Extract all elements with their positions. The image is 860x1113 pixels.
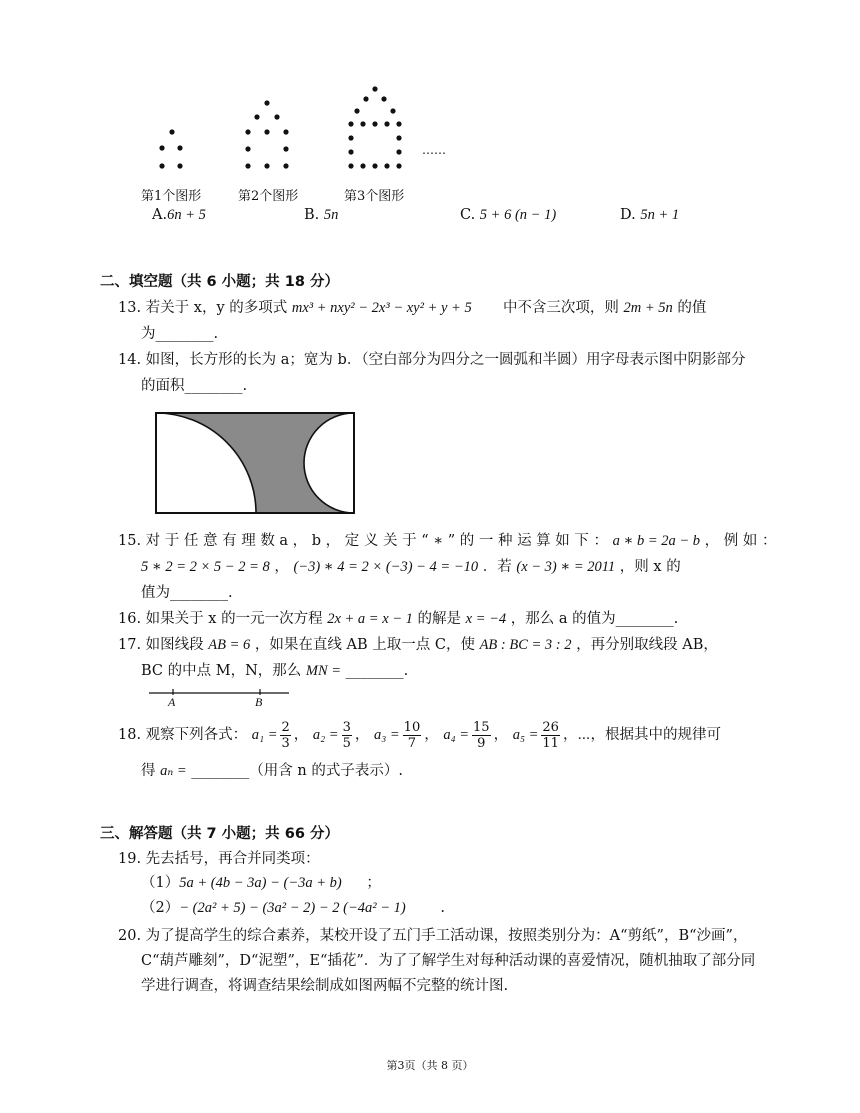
section-heading-fill-in: 二、填空题（共 6 小题；共 18 分） — [100, 274, 339, 290]
q13-text-b: 中不含三次项，则 — [502, 300, 619, 316]
question-20-line-3: 学进行调查，将调查结果绘制成如图两幅不完整的统计图. — [141, 978, 509, 994]
q16-text-b: 的解是 — [417, 611, 462, 627]
question-19-part-2 — [141, 898, 445, 918]
question-13-line-2: 为________. — [141, 326, 219, 342]
q15-text-f: ，则 x 的 — [619, 559, 681, 575]
q19-expression-1: 5a + (4b − 3a) − (−3a + b) — [179, 875, 342, 891]
option-a[interactable] — [152, 205, 206, 225]
q18-fraction — [472, 720, 491, 751]
q17-mn: MN = — [305, 663, 342, 679]
figure-caption-2: 第2个图形 — [238, 189, 299, 204]
option-text: 5n — [323, 207, 339, 223]
q16-text-a: 16. 如果关于 x 的一元一次方程 — [118, 611, 323, 627]
question-14-line-1: 14. 如图，长方形的长为 a；宽为 b．（空白部分为四分之一圆弧和半圆）用字母表示图中阴影部分 — [118, 352, 746, 368]
q18-term-name: a₂ = — [312, 727, 339, 743]
question-15-line-3: 值为________. — [141, 585, 233, 601]
fraction-numerator: 26 — [542, 719, 559, 735]
question-17-line-2 — [141, 661, 408, 681]
fraction-denominator: 9 — [477, 735, 486, 751]
point-label-a: A — [168, 695, 176, 709]
rectangle-shaded-figure — [150, 410, 360, 516]
fraction-numerator: 10 — [403, 719, 421, 735]
question-20-line-2: C“葫芦雕刻”，D“泥塑”，E“插花”．为了了解学生对每种活动课的喜爱情况，随机抽取了部分同 — [141, 953, 756, 969]
option-letter: D. — [620, 207, 636, 223]
q16-text-c: ，那么 a 的值为________. — [510, 611, 679, 627]
q15-example-2: (−3) ∗ 4 = 2 × (−3) − 4 = −10 — [293, 559, 479, 575]
fraction-denominator: 5 — [342, 735, 351, 751]
q17-blank: ________. — [345, 663, 409, 679]
part-end: . — [440, 900, 445, 916]
q17-text-a: 17. 如图线段 — [118, 637, 204, 653]
q18-fraction — [541, 720, 560, 751]
q18-intro: 18. 观察下列各式： — [118, 727, 248, 743]
question-20-line-1: 20. 为了提高学生的综合素养，某校开设了五门手工活动课，按照类别分为：A“剪纸”，B“沙画”， — [118, 928, 748, 944]
option-d[interactable] — [620, 205, 679, 225]
q18-term-name: a₄ = — [443, 727, 470, 743]
ellipsis: …… — [422, 143, 446, 157]
option-letter: B. — [304, 207, 320, 223]
section-heading-answer: 三、解答题（共 7 小题；共 66 分） — [100, 826, 339, 842]
q15-text-b: ， 例 如 ： — [704, 533, 777, 549]
q13-expression: 2m + 5n — [623, 300, 673, 316]
option-letter: C. — [460, 207, 476, 223]
q17-text-c: ，再分别取线段 AB， — [576, 637, 718, 653]
dot-pattern-figures — [140, 80, 460, 180]
q18-general-term: aₙ = — [160, 763, 187, 779]
q15-example-1: 5 ∗ 2 = 2 × 5 − 2 = 8 — [141, 559, 270, 575]
q13-text-c: 的值 — [677, 300, 707, 316]
q18-term-name: a₁ = — [251, 727, 278, 743]
q18-text-b: ________（用含 n 的式子表示）. — [191, 763, 403, 779]
q17-ratio: AB : BC = 3 : 2 — [479, 637, 572, 653]
q18-fraction — [342, 720, 352, 751]
option-c[interactable] — [460, 205, 556, 225]
part-label: （1） — [141, 875, 180, 891]
fraction-numerator: 3 — [342, 719, 351, 735]
q15-operation-definition: a ∗ b = 2a − b — [612, 533, 701, 549]
question-19-part-1 — [141, 873, 381, 893]
fraction-denominator: 11 — [542, 735, 559, 751]
q18-term-name: a₃ = — [373, 727, 400, 743]
q15-text-d: ．若 — [482, 559, 512, 575]
question-14-line-2: 的面积________. — [141, 378, 248, 394]
question-15-line-2 — [141, 557, 681, 577]
option-b[interactable] — [304, 205, 338, 225]
q15-text-a: 15. 对 于 任 意 有 理 数 a ， b ， 定 义 关 于 “ ∗ ” 的 一 种 运 算 如 下 ： — [118, 533, 609, 549]
figure-caption-3: 第3个图形 — [344, 189, 405, 204]
q13-text-a: 13. 若关于 x，y 的多项式 — [118, 300, 288, 316]
option-letter: A. — [152, 207, 168, 223]
question-19-stem: 19. 先去括号，再合并同类项： — [118, 851, 320, 867]
q15-equation: (x − 3) ∗ = 2011 — [516, 559, 616, 575]
q15-sep: ， — [274, 559, 289, 575]
fraction-numerator: 15 — [473, 719, 490, 735]
fraction-numerator: 2 — [281, 719, 290, 735]
q17-text-b: ，如果在直线 AB 上取一点 C，使 — [254, 637, 475, 653]
question-16 — [118, 609, 678, 629]
q19-expression-2: − (2a² + 5) − (3a² − 2) − 2 (−4a² − 1) — [179, 900, 406, 916]
q18-text-a: 得 — [141, 763, 156, 779]
q18-fraction — [403, 720, 422, 751]
figure-caption-1: 第1个图形 — [141, 189, 202, 204]
q18-tail: ，⋯，根据其中的规律可 — [562, 727, 721, 743]
part-end: ； — [366, 875, 381, 891]
point-label-b: B — [255, 695, 263, 709]
part-label: （2） — [141, 900, 180, 916]
q16-equation: 2x + a = x − 1 — [327, 611, 413, 627]
option-text: 5n + 1 — [640, 207, 680, 223]
q18-fraction — [280, 720, 290, 751]
q13-polynomial: mx³ + nxy² − 2x³ − xy² + y + 5 — [291, 300, 472, 316]
fraction-denominator: 3 — [281, 735, 290, 751]
page-footer: 第3页（共 8 页） — [386, 1059, 474, 1072]
option-text: 6n + 5 — [167, 207, 206, 223]
fraction-denominator: 7 — [407, 735, 417, 751]
question-13-line-1 — [118, 298, 706, 318]
question-18-line-1: 18. 观察下列各式： a₁ = $\frac{2}{3}$ ， a₂ = $\frac{3}{5}$ ， a₃ = $\frac{10}{7}$ ， a₄ = $\frac{15}{9}$ ， a₅ = $\frac{26}{11}$ ，⋯，根据其中的规律可 — [118, 719, 721, 751]
question-15-line-1 — [118, 531, 777, 551]
q17-text-d: BC 的中点 M，N，那么 — [141, 663, 302, 679]
q17-length: AB = 6 — [208, 637, 251, 653]
q16-solution: x = −4 — [465, 611, 507, 627]
option-text: 5 + 6 (n − 1) — [479, 207, 557, 223]
q18-term-name: a₅ = — [512, 727, 539, 743]
question-18-line-2 — [141, 761, 403, 781]
question-17-line-1 — [118, 635, 718, 655]
